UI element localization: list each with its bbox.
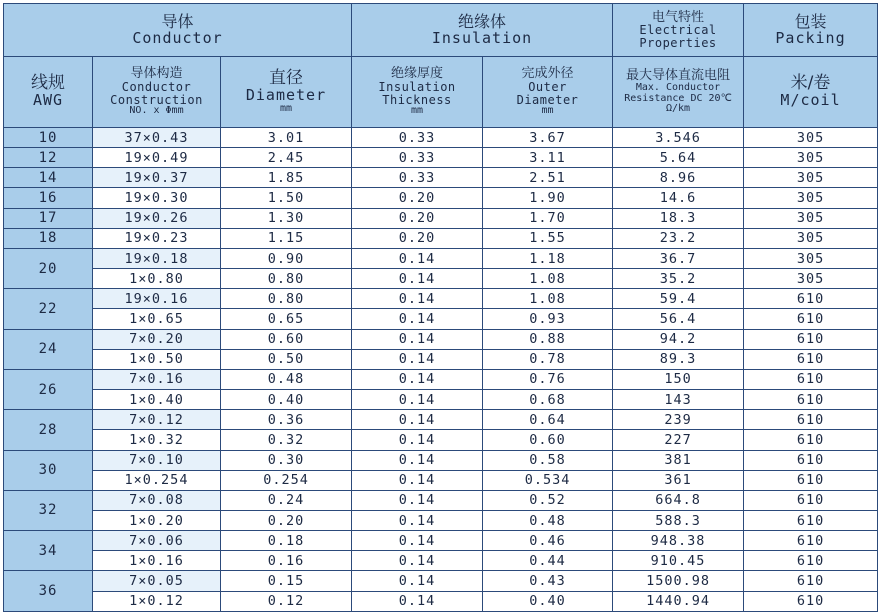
resistance-cell: 1500.98: [613, 571, 744, 591]
thickness-cell: 0.33: [352, 128, 483, 148]
header-en: AWG: [32, 91, 64, 110]
conductor-group-header: [4, 4, 352, 57]
thickness-cell: 0.20: [352, 208, 483, 228]
outer-diameter-cell: 1.55: [483, 228, 613, 248]
construction-cell: 37×0.43: [93, 128, 221, 148]
construction-cell: 1×0.40: [93, 390, 221, 410]
construction-cell: 7×0.16: [93, 369, 221, 389]
header-zh: 线规: [31, 73, 65, 94]
outer-diameter-cell: 0.60: [483, 430, 613, 450]
coil-cell: 305: [744, 168, 878, 188]
table-row: [4, 450, 878, 470]
thickness-cell: 0.14: [352, 470, 483, 490]
construction-cell: 1×0.12: [93, 591, 221, 611]
outer-diameter-cell: 0.52: [483, 490, 613, 510]
awg-cell: 28: [4, 410, 93, 450]
table-row: [4, 470, 878, 490]
construction-cell: 19×0.16: [93, 289, 221, 309]
outer-diameter-cell: 0.88: [483, 329, 613, 349]
diameter-cell: 2.45: [221, 148, 352, 168]
coil-cell: 610: [744, 531, 878, 551]
table-row: [4, 571, 878, 591]
diameter-cell: 3.01: [221, 128, 352, 148]
header-en: Insulation: [431, 28, 533, 47]
outer-diameter-cell: 2.51: [483, 168, 613, 188]
diameter-cell: 0.12: [221, 591, 352, 611]
resistance-cell: 35.2: [613, 269, 744, 289]
awg-cell: 34: [4, 531, 93, 571]
coil-cell: 610: [744, 349, 878, 369]
construction-cell: 1×0.50: [93, 349, 221, 369]
coil-cell: 610: [744, 369, 878, 389]
thickness-cell: 0.14: [352, 369, 483, 389]
coil-cell: 610: [744, 551, 878, 571]
header-en-line2: Properties: [639, 35, 717, 50]
header-zh: 包装: [794, 11, 827, 31]
awg-cell: 18: [4, 228, 93, 248]
awg-cell: 16: [4, 188, 93, 208]
outer-diameter-cell: 3.11: [483, 148, 613, 168]
table-row: [4, 510, 878, 530]
awg-cell: 30: [4, 450, 93, 490]
outer-diameter-cell: 0.40: [483, 591, 613, 611]
construction-cell: 1×0.32: [93, 430, 221, 450]
resistance-cell: 3.546: [613, 128, 744, 148]
thickness-cell: 0.14: [352, 269, 483, 289]
table-row: [4, 430, 878, 450]
coil-column-header: [744, 57, 878, 128]
outer-diameter-cell: 1.18: [483, 248, 613, 268]
table-row: [4, 188, 878, 208]
awg-cell: 20: [4, 248, 93, 288]
construction-cell: 19×0.23: [93, 228, 221, 248]
coil-cell: 610: [744, 591, 878, 611]
resistance-cell: 588.3: [613, 510, 744, 530]
construction-column-header: [93, 57, 221, 128]
awg-cell: 14: [4, 168, 93, 188]
diameter-cell: 0.40: [221, 390, 352, 410]
diameter-cell: 0.30: [221, 450, 352, 470]
header-en-line1: Insulation: [378, 79, 456, 94]
outer-diameter-cell: 0.78: [483, 349, 613, 369]
awg-column-header: [4, 57, 93, 128]
coil-cell: 305: [744, 188, 878, 208]
resistance-cell: 59.4: [613, 289, 744, 309]
outer-diameter-cell: 0.46: [483, 531, 613, 551]
awg-spec-table: [3, 3, 878, 612]
outer-diameter-cell: 0.58: [483, 450, 613, 470]
header-unit: mm: [279, 102, 293, 114]
construction-cell: 1×0.20: [93, 510, 221, 530]
coil-cell: 610: [744, 309, 878, 329]
table-row: [4, 309, 878, 329]
table-row: [4, 248, 878, 268]
header-en: M/coil: [780, 91, 841, 110]
diameter-cell: 0.50: [221, 349, 352, 369]
diameter-cell: 1.50: [221, 188, 352, 208]
thickness-cell: 0.14: [352, 450, 483, 470]
resistance-cell: 8.96: [613, 168, 744, 188]
diameter-cell: 0.80: [221, 289, 352, 309]
coil-cell: 610: [744, 390, 878, 410]
spec-table-body: [4, 128, 878, 612]
resistance-cell: 36.7: [613, 248, 744, 268]
coil-cell: 305: [744, 248, 878, 268]
header-en-line2: Thickness: [382, 92, 452, 107]
table-row: [4, 369, 878, 389]
awg-cell: 22: [4, 289, 93, 329]
construction-cell: 1×0.65: [93, 309, 221, 329]
header-zh: 最大导体直流电阻: [626, 68, 731, 84]
thickness-cell: 0.20: [352, 188, 483, 208]
thickness-cell: 0.14: [352, 571, 483, 591]
coil-cell: 610: [744, 490, 878, 510]
thickness-cell: 0.20: [352, 228, 483, 248]
construction-cell: 1×0.80: [93, 269, 221, 289]
thickness-cell: 0.14: [352, 329, 483, 349]
header-en-line2: Construction: [110, 92, 203, 107]
diameter-cell: 0.15: [221, 571, 352, 591]
construction-cell: 19×0.18: [93, 248, 221, 268]
coil-cell: 610: [744, 510, 878, 530]
resistance-cell: 361: [613, 470, 744, 490]
diameter-cell: 0.65: [221, 309, 352, 329]
resistance-cell: 14.6: [613, 188, 744, 208]
thickness-column-header: [352, 57, 483, 128]
diameter-cell: 0.16: [221, 551, 352, 571]
header-unit: NO. x Φmm: [129, 105, 184, 117]
table-row: [4, 148, 878, 168]
diameter-column-header: [221, 57, 352, 128]
resistance-cell: 94.2: [613, 329, 744, 349]
coil-cell: 610: [744, 289, 878, 309]
resistance-cell: 1440.94: [613, 591, 744, 611]
header-unit: Ω/km: [665, 103, 691, 115]
header-zh: 导体: [161, 11, 194, 31]
awg-cell: 12: [4, 148, 93, 168]
table-row: [4, 591, 878, 611]
awg-cell: 32: [4, 490, 93, 530]
table-row: [4, 490, 878, 510]
coil-cell: 305: [744, 148, 878, 168]
table-row: [4, 349, 878, 369]
construction-cell: 7×0.08: [93, 490, 221, 510]
header-en-line1: Max. Conductor: [635, 82, 721, 94]
resistance-cell: 150: [613, 369, 744, 389]
diameter-cell: 0.80: [221, 269, 352, 289]
outer-diameter-cell: 0.93: [483, 309, 613, 329]
construction-cell: 19×0.49: [93, 148, 221, 168]
header-en-line2: Diameter: [516, 92, 579, 107]
resistance-cell: 239: [613, 410, 744, 430]
outer-diameter-cell: 0.534: [483, 470, 613, 490]
coil-cell: 305: [744, 128, 878, 148]
resistance-cell: 381: [613, 450, 744, 470]
diameter-cell: 0.24: [221, 490, 352, 510]
resistance-cell: 948.38: [613, 531, 744, 551]
outer-diameter-cell: 1.90: [483, 188, 613, 208]
header-zh: 完成外径: [521, 66, 574, 82]
awg-cell: 36: [4, 571, 93, 612]
awg-cell: 10: [4, 128, 93, 148]
resistance-cell: 5.64: [613, 148, 744, 168]
header-zh: 电气特性: [652, 9, 705, 25]
diameter-cell: 1.30: [221, 208, 352, 228]
outer-diameter-cell: 0.64: [483, 410, 613, 430]
coil-cell: 610: [744, 430, 878, 450]
header-en-line1: Outer: [528, 79, 567, 94]
electrical-group-header: [613, 4, 744, 57]
header-unit: mm: [541, 105, 554, 117]
header-zh: 绝缘厚度: [391, 66, 444, 82]
resistance-cell: 227: [613, 430, 744, 450]
outer-diameter-column-header: [483, 57, 613, 128]
thickness-cell: 0.14: [352, 410, 483, 430]
construction-cell: 7×0.12: [93, 410, 221, 430]
diameter-cell: 1.85: [221, 168, 352, 188]
thickness-cell: 0.14: [352, 289, 483, 309]
construction-cell: 19×0.26: [93, 208, 221, 228]
outer-diameter-cell: 1.08: [483, 289, 613, 309]
table-row: [4, 128, 878, 148]
table-row: [4, 329, 878, 349]
resistance-cell: 23.2: [613, 228, 744, 248]
thickness-cell: 0.33: [352, 168, 483, 188]
coil-cell: 610: [744, 571, 878, 591]
outer-diameter-cell: 1.70: [483, 208, 613, 228]
diameter-cell: 0.32: [221, 430, 352, 450]
table-row: [4, 269, 878, 289]
outer-diameter-cell: 0.76: [483, 369, 613, 389]
construction-cell: 7×0.05: [93, 571, 221, 591]
diameter-cell: 0.20: [221, 510, 352, 530]
thickness-cell: 0.14: [352, 248, 483, 268]
thickness-cell: 0.14: [352, 510, 483, 530]
outer-diameter-cell: 0.48: [483, 510, 613, 530]
header-en: Conductor: [132, 28, 223, 47]
thickness-cell: 0.14: [352, 551, 483, 571]
construction-cell: 1×0.16: [93, 551, 221, 571]
thickness-cell: 0.14: [352, 591, 483, 611]
packing-group-header: [744, 4, 878, 57]
resistance-cell: 664.8: [613, 490, 744, 510]
coil-cell: 610: [744, 450, 878, 470]
resistance-cell: 18.3: [613, 208, 744, 228]
coil-cell: 305: [744, 269, 878, 289]
header-unit: mm: [410, 105, 424, 117]
construction-cell: 19×0.37: [93, 168, 221, 188]
resistance-cell: 910.45: [613, 551, 744, 571]
table-row: [4, 289, 878, 309]
table-row: [4, 168, 878, 188]
coil-cell: 610: [744, 410, 878, 430]
construction-cell: 7×0.10: [93, 450, 221, 470]
diameter-cell: 0.254: [221, 470, 352, 490]
table-row: [4, 228, 878, 248]
header-zh: 直径: [269, 67, 303, 88]
resistance-cell: 89.3: [613, 349, 744, 369]
thickness-cell: 0.14: [352, 309, 483, 329]
outer-diameter-cell: 0.44: [483, 551, 613, 571]
diameter-cell: 1.15: [221, 228, 352, 248]
construction-cell: 7×0.20: [93, 329, 221, 349]
table-row: [4, 410, 878, 430]
awg-cell: 26: [4, 369, 93, 409]
coil-cell: 610: [744, 470, 878, 490]
header-en-line1: Electrical: [639, 23, 717, 38]
thickness-cell: 0.14: [352, 349, 483, 369]
table-row: [4, 390, 878, 410]
diameter-cell: 0.90: [221, 248, 352, 268]
header-zh: 米/卷: [790, 73, 831, 94]
resistance-cell: 56.4: [613, 309, 744, 329]
header-zh: 导体构造: [130, 66, 183, 82]
table-row: [4, 551, 878, 571]
coil-cell: 305: [744, 208, 878, 228]
outer-diameter-cell: 0.43: [483, 571, 613, 591]
construction-cell: 7×0.06: [93, 531, 221, 551]
awg-cell: 24: [4, 329, 93, 369]
coil-cell: 610: [744, 329, 878, 349]
diameter-cell: 0.36: [221, 410, 352, 430]
construction-cell: 19×0.30: [93, 188, 221, 208]
construction-cell: 1×0.254: [93, 470, 221, 490]
diameter-cell: 0.18: [221, 531, 352, 551]
header-en: Packing: [775, 28, 846, 47]
resistance-cell: 143: [613, 390, 744, 410]
header-en-line1: Conductor: [121, 79, 192, 94]
table-row: [4, 531, 878, 551]
coil-cell: 305: [744, 228, 878, 248]
outer-diameter-cell: 1.08: [483, 269, 613, 289]
header-en-line2: Resistance DC 20℃: [624, 92, 732, 104]
header-en: Diameter: [245, 85, 327, 104]
thickness-cell: 0.33: [352, 148, 483, 168]
insulation-group-header: [352, 4, 613, 57]
outer-diameter-cell: 3.67: [483, 128, 613, 148]
diameter-cell: 0.60: [221, 329, 352, 349]
thickness-cell: 0.14: [352, 531, 483, 551]
outer-diameter-cell: 0.68: [483, 390, 613, 410]
diameter-cell: 0.48: [221, 369, 352, 389]
resistance-column-header: [613, 57, 744, 128]
awg-cell: 17: [4, 208, 93, 228]
thickness-cell: 0.14: [352, 490, 483, 510]
table-row: [4, 208, 878, 228]
thickness-cell: 0.14: [352, 430, 483, 450]
thickness-cell: 0.14: [352, 390, 483, 410]
header-zh: 绝缘体: [458, 11, 507, 31]
